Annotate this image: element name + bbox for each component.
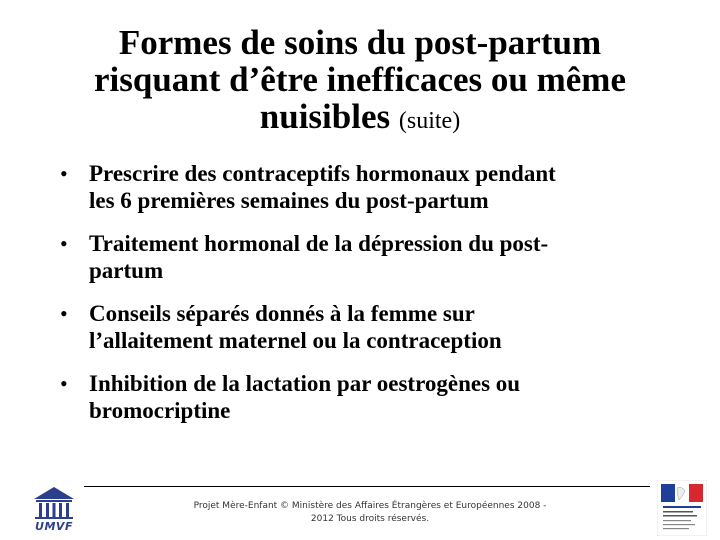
title-line-2: risquant d’être inefficaces ou même <box>93 60 626 99</box>
bullet-item <box>60 370 660 424</box>
bullet-line: partum <box>89 258 164 283</box>
bullet-line: bromocriptine <box>89 398 231 423</box>
slide-title <box>40 24 680 140</box>
bullet-item <box>60 230 660 284</box>
footer-line-1: Projet Mère-Enfant © Ministère des Affaires Étrangères et Européennes 2008 - <box>193 501 547 511</box>
bullet-icon: • <box>60 301 68 326</box>
bullet-line: les 6 premières semaines du post-partum <box>89 188 489 213</box>
bullet-line: l’allaitement maternel ou la contraception <box>89 328 502 353</box>
bullet-line: Traitement hormonal de la dépression du post- <box>89 231 549 256</box>
bullet-icon: • <box>60 231 68 256</box>
title-line-1: Formes de soins du post-partum <box>118 23 602 62</box>
bullet-item <box>60 160 660 214</box>
umvf-logo-text: UMVF <box>35 520 73 533</box>
title-line-3-text: nuisibles <box>259 97 391 136</box>
title-suffix: (suite) <box>398 108 461 134</box>
footer-line-2: 2012 Tous droits réservés. <box>310 514 430 524</box>
title-line-3 <box>40 98 680 140</box>
bullet-list <box>60 160 660 440</box>
footer-divider <box>84 486 650 487</box>
bullet-line: Conseils séparés donnés à la femme sur <box>89 301 475 326</box>
bullet-item <box>60 300 660 354</box>
bullet-icon: • <box>60 371 68 396</box>
footer-copyright <box>190 500 550 526</box>
bullet-icon: • <box>60 161 68 186</box>
bullet-line: Inhibition de la lactation par oestrogènes ou <box>89 371 521 396</box>
bullet-line: Prescrire des contraceptifs hormonaux pendant <box>89 161 556 186</box>
republique-francaise-logo-icon <box>657 480 707 536</box>
